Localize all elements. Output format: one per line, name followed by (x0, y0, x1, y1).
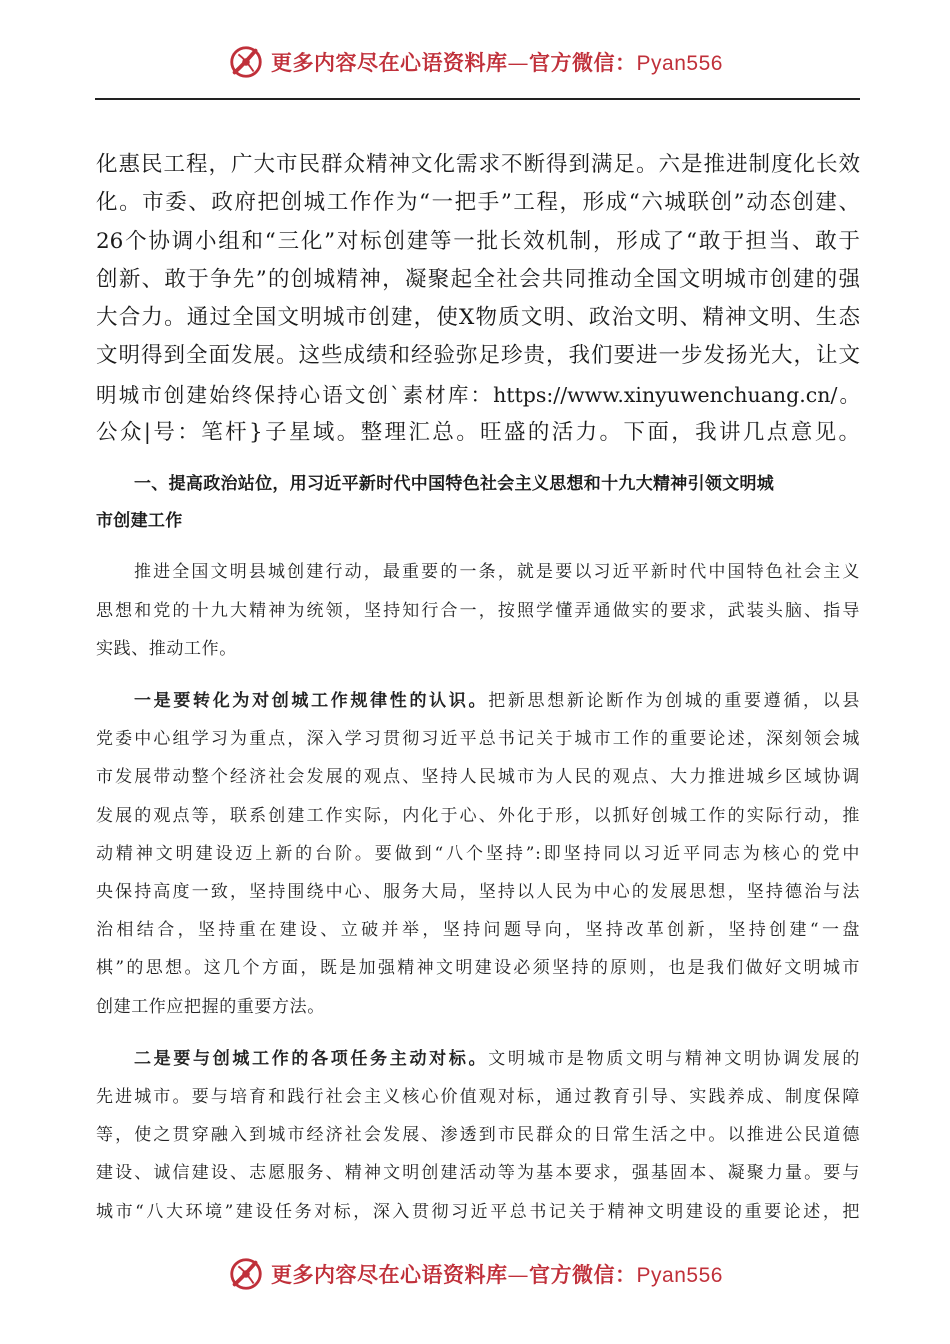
banner-wechat-id: Pyan556 (636, 52, 723, 75)
para-line: 市发展带动整个经济社会发展的观点、坚持人民城市为人民的观点、大力推进城乡区域协调 (96, 767, 860, 788)
banner-wechat-label: 官方微信： (529, 50, 637, 75)
intro-line: 化惠民工程，广大市民群众精神文化需求不断得到满足。六是推进制度化长效 (96, 152, 860, 177)
banner-main-text: 更多内容尽在心语资料库 (271, 50, 508, 75)
intro-line: 化。市委、政府把创城工作作为“一把手”工程，形成“六城联创”动态创建、 (96, 190, 860, 216)
banner-text (271, 1259, 723, 1289)
document-body (96, 146, 860, 1231)
banner-text (271, 47, 723, 77)
intro-line: 大合力。通过全国文明城市创建，使X物质文明、政治文明、精神文明、生态 (96, 305, 860, 331)
intro-line: 公众|号：笔杆}子星域。整理汇总。旺盛的活力。下面，我讲几点意见。 (96, 420, 860, 446)
section-paragraph (96, 553, 860, 668)
intro-line: 创新、敢于争先”的创城精神，凝聚起全社会共同推动全国文明城市创建的强 (96, 266, 860, 292)
header-rule (95, 98, 860, 100)
para-line (96, 1040, 860, 1078)
para-line: 思想和党的十九大精神为统领，坚持知行合一，按照学懂弄通做实的要求，武装头脑、指导 (96, 600, 860, 621)
para-line: 治相结合，坚持重在建设、立破并举，坚持问题导向，坚持改革创新，坚持创建“一盘 (96, 920, 860, 941)
para-line: 党委中心组学习为重点，深入学习贯彻习近平总书记关于城市工作的重要论述，深刻领会城 (96, 729, 860, 750)
header-banner (0, 40, 950, 84)
section-heading (96, 466, 860, 539)
brush-logo-icon (227, 43, 265, 81)
para-line: 推进全国文明县城创建行动，最重要的一条，就是要以习近平新时代中国特色社会主义 (134, 562, 860, 583)
para-line: 先进城市。要与培育和践行社会主义核心价值观对标，通过教育引导、实践养成、制度保障 (96, 1087, 860, 1108)
point-two-paragraph (96, 1040, 860, 1231)
intro-paragraph (96, 146, 860, 452)
intro-line: 明城市创建始终保持心语文创`素材库：https://www.xinyuwenchuang.cn/。 (96, 382, 860, 407)
heading-line: 一、提高政治站位，用习近平新时代中国特色社会主义思想和十九大精神引领文明城 (134, 474, 775, 495)
banner-main-text: 更多内容尽在心语资料库 (271, 1262, 508, 1287)
point-one-text: 把新思想新论断作为创城的重要遵循，以县 (488, 690, 860, 711)
point-two-lead: 二是要与创城工作的各项任务主动对标。 (134, 1048, 489, 1069)
para-line: 央保持高度一致，坚持围绕中心、服务大局，坚持以人民为中心的发展思想，坚持德治与法 (96, 882, 860, 902)
para-line: 等，使之贯穿融入到城市经济社会发展、渗透到市民群众的日常生活之中。以推进公民道德 (96, 1125, 860, 1146)
para-line: 动精神文明建设迈上新的台阶。要做到“八个坚持”:即坚持同以习近平同志为核心的党中 (96, 843, 860, 864)
footer-banner (0, 1252, 950, 1296)
para-line: 创建工作应把握的重要方法。 (96, 996, 325, 1017)
heading-line: 市创建工作 (96, 510, 183, 531)
banner-wechat-label: 官方微信： (529, 1262, 637, 1287)
para-line: 城市“八大环境”建设任务对标，深入贯彻习近平总书记关于精神文明建设的重要论述，把 (96, 1201, 860, 1222)
para-line: 发展的观点等，联系创建工作实际，内化于心、外化于形，以抓好创城工作的实际行动，推 (96, 805, 860, 826)
intro-line: 26个协调小组和“三化”对标创建等一批长效机制，形成了“敢于担当、敢于 (96, 228, 860, 254)
para-line: 实践、推动工作。 (96, 638, 237, 659)
point-one-paragraph (96, 682, 860, 1026)
intro-line: 文明得到全面发展。这些成绩和经验弥足珍贵，我们要进一步发扬光大，让文 (96, 343, 860, 369)
para-line (96, 682, 860, 720)
point-one-lead: 一是要转化为对创城工作规律性的认识。 (134, 690, 489, 711)
banner-wechat-id: Pyan556 (636, 1264, 723, 1287)
banner-dash: — (507, 1263, 530, 1287)
para-line: 建设、诚信建设、志愿服务、精神文明创建活动等为基本要求，强基固本、凝聚力量。要与 (96, 1163, 860, 1184)
banner-dash: — (507, 51, 530, 75)
point-two-text: 文明城市是物质文明与精神文明协调发展的 (488, 1048, 860, 1069)
brush-logo-icon (227, 1255, 265, 1293)
para-line: 棋”的思想。这几个方面，既是加强精神文明建设必须坚持的原则，也是我们做好文明城市 (96, 958, 860, 979)
